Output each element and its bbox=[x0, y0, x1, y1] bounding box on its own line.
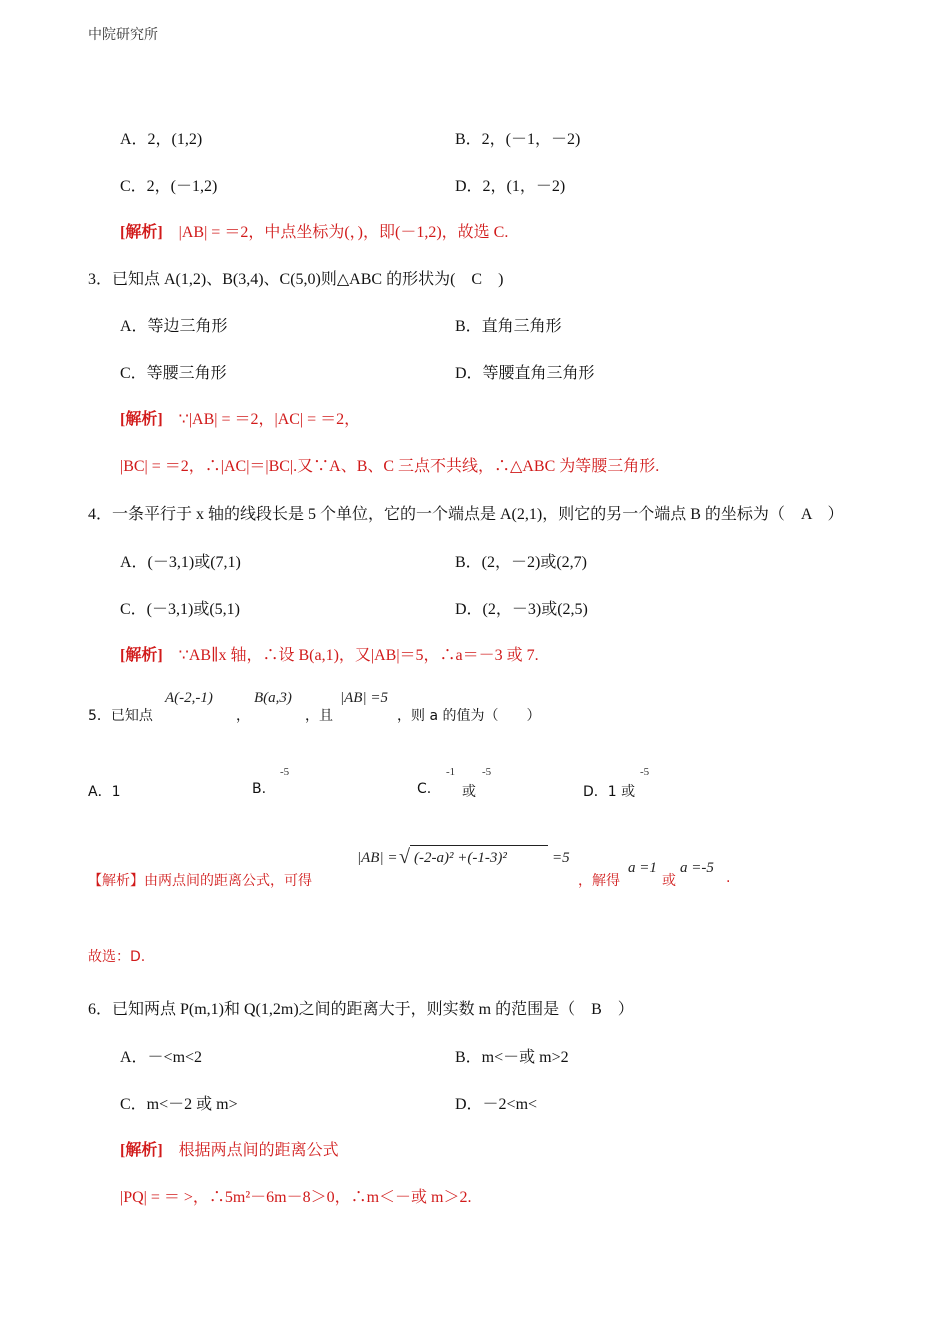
q2-option-b: B．2，(－1，－2) bbox=[455, 131, 581, 148]
q3-analysis-line1: ∵|AB| = ＝2，|AC| = ＝2， bbox=[178, 411, 361, 428]
q5-period: . bbox=[726, 870, 731, 886]
q6-analysis-line2: |PQ| = ＝ >，∴5m²－6m－8＞0，∴m＜－或 m＞2. bbox=[120, 1189, 472, 1206]
q5-solution-2: a =-5 bbox=[680, 860, 714, 876]
q4-option-d: D．(2，－3)或(2,5) bbox=[455, 601, 588, 618]
q4-option-b: B．(2，－2)或(2,7) bbox=[455, 554, 587, 571]
q5-point-b: B(a,3) bbox=[254, 690, 292, 706]
q5-formula-lhs: |AB| = bbox=[357, 850, 398, 866]
q5-option-c-value2: -5 bbox=[482, 766, 492, 778]
q6-analysis-label: [解析] bbox=[120, 1142, 163, 1159]
header-org: 中院研究所 bbox=[88, 28, 158, 43]
q5-analysis-prefix: 【解析】由两点间的距离公式，可得 bbox=[88, 873, 312, 889]
q3-option-d: D．等腰直角三角形 bbox=[455, 365, 595, 382]
q2-option-d: D．2，(1，－2) bbox=[455, 178, 566, 195]
q5-point-a: A(-2,-1) bbox=[165, 690, 213, 706]
q4-option-c: C．(－3,1)或(5,1) bbox=[120, 601, 240, 618]
q2-option-c: C．2，(－1,2) bbox=[120, 178, 218, 195]
q2-analysis bbox=[120, 219, 508, 242]
q2-analysis-text: |AB| = ＝2，中点坐标为(，)，即(－1,2)，故选 C. bbox=[178, 224, 509, 241]
q5-option-b-value: -5 bbox=[280, 766, 290, 778]
q5-option-d: D．1 或 bbox=[583, 784, 636, 800]
q5-option-c: C. bbox=[417, 781, 432, 797]
q5-stem-prefix: 5．已知点 bbox=[88, 708, 153, 724]
q6-analysis-line1: 根据两点间的距离公式 bbox=[178, 1142, 339, 1159]
q5-formula-radicand: (-2-a)² +(-1-3)² bbox=[414, 850, 507, 866]
q5-stem-suffix: ，则 a 的值为（ ） bbox=[397, 708, 541, 724]
q3-analysis bbox=[120, 406, 360, 429]
q6-option-c: C．m<－2 或 m> bbox=[120, 1096, 238, 1113]
q2-option-a: A．2，(1,2) bbox=[120, 131, 203, 148]
q4-analysis bbox=[120, 642, 539, 665]
q3-option-c: C．等腰三角形 bbox=[120, 365, 227, 382]
q5-sep2: ，且 bbox=[305, 708, 333, 724]
q6-stem: 6．已知两点 P(m,1)和 Q(1,2m)之间的距离大于，则实数 m 的范围是（ B ） bbox=[88, 1001, 634, 1018]
q5-answer: 故选：D. bbox=[88, 949, 146, 965]
q3-option-a: A．等边三角形 bbox=[120, 318, 228, 335]
q6-option-d: D．－2<m< bbox=[455, 1096, 538, 1113]
q5-solution-or: 或 bbox=[662, 873, 676, 889]
sqrt-overline bbox=[410, 845, 548, 846]
q3-analysis-label: [解析] bbox=[120, 411, 163, 428]
q5-sep1: ， bbox=[236, 708, 250, 724]
q5-solution-1: a =1 bbox=[628, 860, 657, 876]
q6-option-a: A．－<m<2 bbox=[120, 1049, 203, 1066]
q4-analysis-text: ∵AB∥x 轴，∴设 B(a,1)，又|AB|＝5，∴a＝－3 或 7. bbox=[178, 647, 539, 664]
q4-option-a: A．(－3,1)或(7,1) bbox=[120, 554, 241, 571]
sqrt-radical-icon: √ bbox=[399, 846, 410, 868]
q2-analysis-label: [解析] bbox=[120, 224, 163, 241]
q5-option-a: A．1 bbox=[88, 784, 121, 800]
q6-option-b: B．m<－或 m>2 bbox=[455, 1049, 569, 1066]
q3-analysis-line2: |BC| = ＝2，∴|AC|＝|BC|.又∵A、B、C 三点不共线，∴△ABC 为等腰三角形. bbox=[120, 458, 660, 475]
q5-option-c-value1: -1 bbox=[446, 766, 456, 778]
q5-option-d-value: -5 bbox=[640, 766, 650, 778]
q5-option-c-or: 或 bbox=[462, 784, 476, 800]
q4-stem: 4．一条平行于 x 轴的线段长是 5 个单位，它的一个端点是 A(2,1)，则它的另一个端点 B 的坐标为（ A ） bbox=[88, 506, 844, 523]
q5-analysis-mid: ，解得 bbox=[578, 873, 620, 889]
q4-analysis-label: [解析] bbox=[120, 647, 163, 664]
q5-condition: |AB| =5 bbox=[340, 690, 388, 706]
q5-formula-rhs: =5 bbox=[552, 850, 570, 866]
q3-stem: 3．已知点 A(1,2)、B(3,4)、C(5,0)则△ABC 的形状为( C ) bbox=[88, 271, 504, 288]
q5-option-b: B. bbox=[252, 781, 267, 797]
q3-option-b: B．直角三角形 bbox=[455, 318, 562, 335]
q6-analysis bbox=[120, 1137, 339, 1160]
